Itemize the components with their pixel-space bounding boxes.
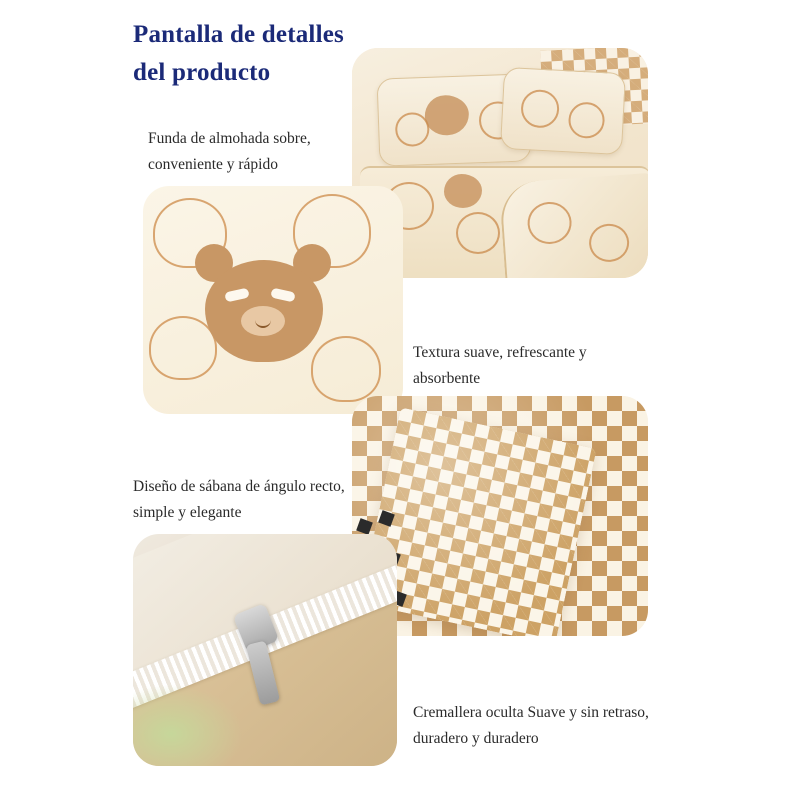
bear-outline-motif [520, 89, 560, 129]
page-title-line-2: del producto [133, 59, 271, 86]
caption-hidden-zipper: Cremallera oculta Suave y sin retraso, duradero y duradero [413, 704, 649, 747]
bear-outline-motif [456, 212, 500, 254]
bear-outline-motif [395, 112, 430, 147]
bear-outline-motif [568, 101, 606, 139]
bear-outline-motif [311, 336, 381, 402]
pillow-right [500, 67, 626, 155]
bear-motif [444, 174, 482, 208]
page-title-line-1: Pantalla de detalles [133, 21, 344, 48]
bear-print-closeup-photo [143, 186, 403, 414]
bear-outline-motif [526, 200, 573, 245]
caption-pillow-case: Funda de almohada sobre, conveniente y rápido [148, 130, 311, 173]
caption-texture: Textura suave, refrescante y absorbente [413, 344, 587, 387]
duvet-fold [499, 173, 648, 278]
green-leaf-blur [133, 684, 243, 766]
bear-outline-motif [588, 223, 631, 264]
bear-motif [424, 94, 469, 136]
hidden-zipper-closeup-photo [133, 534, 397, 766]
caption-flat-sheet: Diseño de sábana de ángulo recto, simple y elegante [133, 478, 345, 521]
